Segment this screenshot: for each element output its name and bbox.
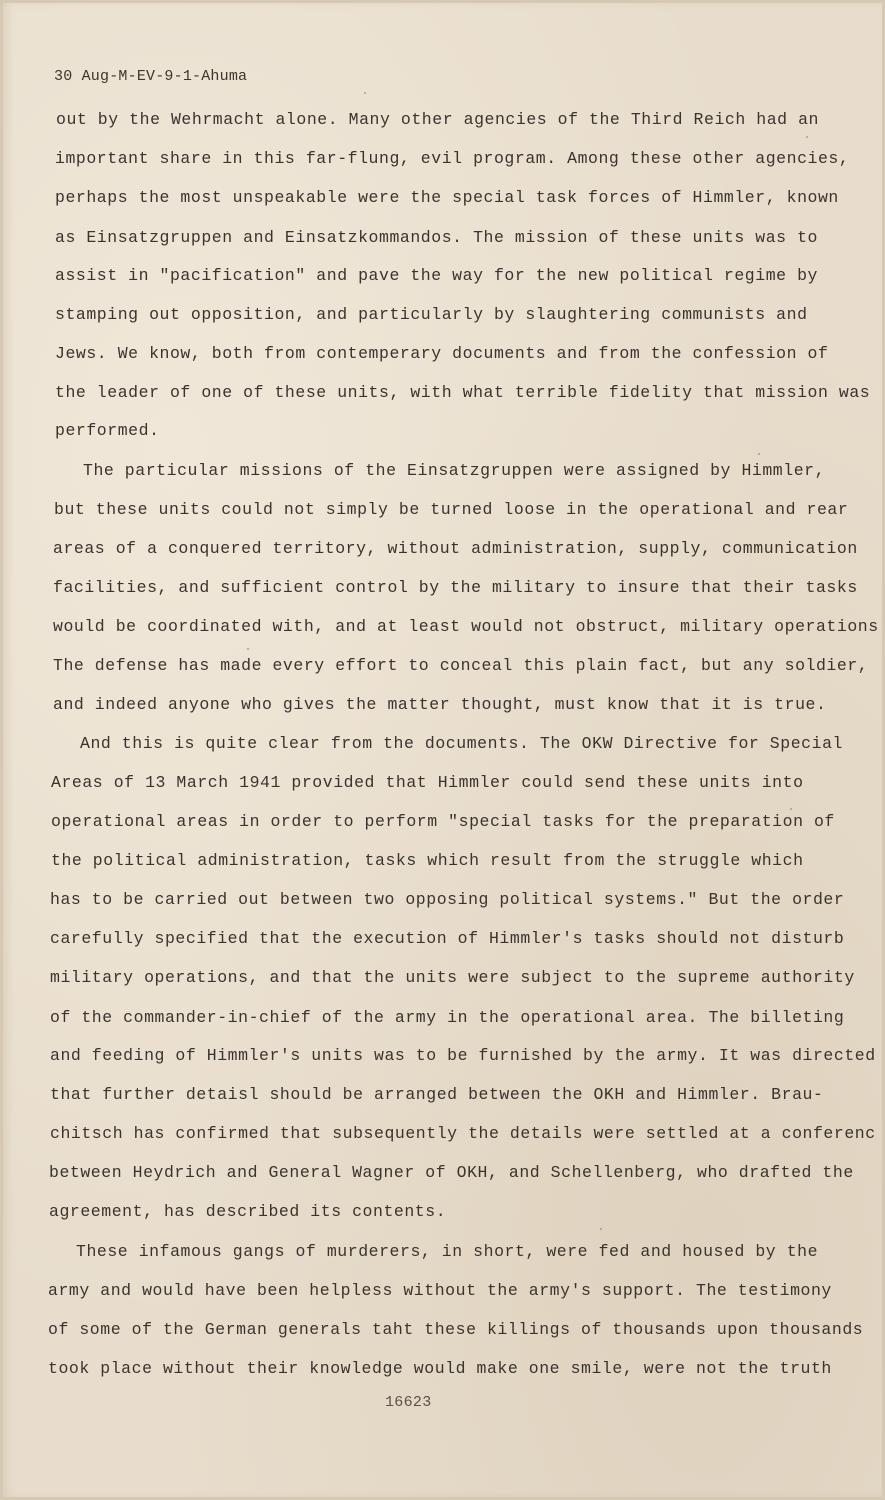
- paper-speck: [600, 1228, 602, 1230]
- text-line: and indeed anyone who gives the matter thought, must know that it is true.: [53, 695, 827, 714]
- text-line: military operations, and that the units were subject to the supreme authority: [50, 968, 855, 987]
- paper-speck: [247, 648, 249, 650]
- text-line: The particular missions of the Einsatzgruppen were assigned by Himmler,: [83, 461, 826, 480]
- text-line: assist in "pacification" and pave the way for the new political regime by: [55, 266, 818, 285]
- paper-speck: [758, 453, 760, 455]
- text-line: These infamous gangs of murderers, in short, were fed and housed by the: [76, 1242, 819, 1261]
- text-line: And this is quite clear from the documents. The OKW Directive for Special: [80, 734, 843, 753]
- text-line: army and would have been helpless without the army's support. The testimony: [48, 1281, 832, 1300]
- text-line: out by the Wehrmacht alone. Many other agencies of the Third Reich had an: [56, 110, 819, 129]
- paper-speck: [364, 92, 366, 94]
- text-line: would be coordinated with, and at least would not obstruct, military operations: [53, 617, 879, 636]
- text-line: and feeding of Himmler's units was to be furnished by the army. It was directed: [50, 1046, 876, 1065]
- paper-speck: [806, 136, 808, 138]
- text-line: as Einsatzgruppen and Einsatzkommandos. The mission of these units was to: [55, 228, 818, 247]
- text-line: the leader of one of these units, with what terrible fidelity that mission was: [55, 383, 871, 402]
- document-header: 30 Aug-M-EV-9-1-Ahuma: [54, 68, 248, 85]
- text-line: areas of a conquered territory, without administration, supply, communication: [53, 539, 858, 558]
- text-line: Areas of 13 March 1941 provided that Himmler could send these units into: [51, 773, 804, 792]
- text-line: important share in this far-flung, evil program. Among these other agencies,: [55, 149, 850, 168]
- text-line: performed.: [55, 421, 160, 440]
- text-line: carefully specified that the execution of Himmler's tasks should not disturb: [50, 929, 845, 948]
- text-line: chitsch has confirmed that subsequently the details were settled at a conferenc: [50, 1124, 876, 1143]
- text-line: stamping out opposition, and particularly by slaughtering communists and: [55, 305, 808, 324]
- paper-speck: [790, 808, 792, 810]
- text-line: Jews. We know, both from contemperary documents and from the confession of: [55, 344, 829, 363]
- text-line: the political administration, tasks which result from the struggle which: [51, 851, 804, 870]
- text-line: of some of the German generals taht these killings of thousands upon thousands: [48, 1320, 864, 1339]
- text-line: facilities, and sufficient control by the military to insure that their tasks: [53, 578, 858, 597]
- text-line: perhaps the most unspeakable were the special task forces of Himmler, known: [55, 188, 839, 207]
- text-line: but these units could not simply be turned loose in the operational and rear: [54, 500, 849, 519]
- text-line: that further detaisl should be arranged between the OKH and Himmler. Brau-: [50, 1085, 824, 1104]
- text-line: agreement, has described its contents.: [49, 1202, 447, 1221]
- text-line: took place without their knowledge would make one smile, were not the truth: [48, 1359, 832, 1378]
- text-line: between Heydrich and General Wagner of OKH, and Schellenberg, who drafted the: [49, 1163, 854, 1182]
- text-line: of the commander-in-chief of the army in the operational area. The billeting: [50, 1008, 845, 1027]
- text-line: The defense has made every effort to conceal this plain fact, but any soldier,: [53, 656, 869, 675]
- text-line: has to be carried out between two opposing political systems." But the order: [50, 890, 845, 909]
- page-number: 16623: [385, 1394, 432, 1411]
- text-line: operational areas in order to perform "special tasks for the preparation of: [51, 812, 835, 831]
